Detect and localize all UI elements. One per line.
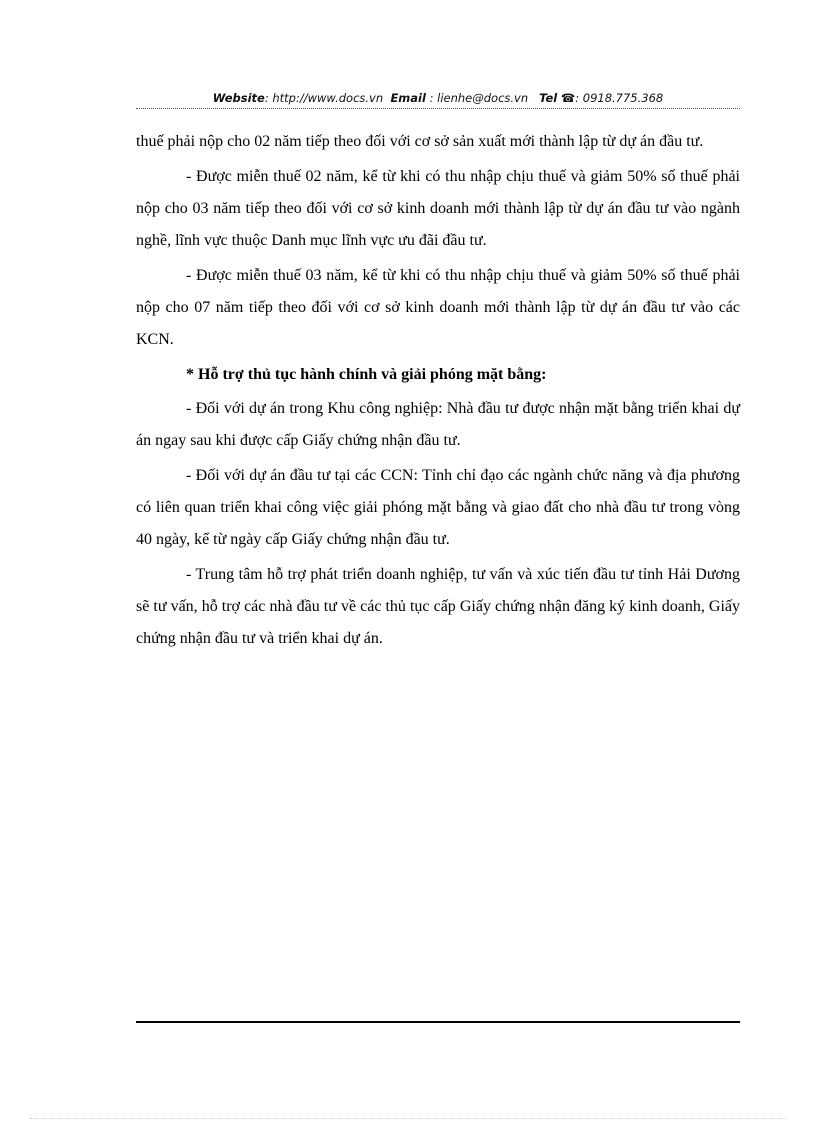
paragraph: - Đối với dự án trong Khu công nghiệp: Nhà đầu tư được nhận mặt bằng triển khai dự án ngay sau khi được cấp Giấy chứng nhận đầu tư. bbox=[136, 400, 740, 449]
email-value: : lienhe@docs.vn bbox=[429, 91, 529, 105]
email-label: Email bbox=[390, 91, 426, 105]
tel-label: Tel bbox=[539, 91, 558, 105]
paragraph: - Trung tâm hỗ trợ phát triển doanh nghiệp, tư vấn và xúc tiến đầu tư tỉnh Hải Dương sẽ tư vấn, hỗ trợ các nhà đầu tư về các thủ tục cấp Giấy chứng nhận đăng ký kinh doanh, Giấy chứng nhận đầu tư và triển khai dự án. bbox=[136, 566, 740, 647]
page-bottom-edge bbox=[30, 1118, 786, 1119]
header-divider bbox=[136, 108, 740, 109]
section-heading: * Hỗ trợ thủ tục hành chính và giải phóng mặt bằng: bbox=[186, 366, 547, 383]
paragraph: - Được miễn thuế 02 năm, kể từ khi có thu nhập chịu thuế và giảm 50% số thuế phải nộp cho 03 năm tiếp theo đối với cơ sở kinh doanh mới thành lập từ dự án đầu tư vào ngành nghề, lĩnh vực thuộc Danh mục lĩnh vực ưu đãi đầu tư. bbox=[136, 168, 740, 249]
footer-divider bbox=[136, 1021, 740, 1023]
phone-icon: ☎ bbox=[560, 91, 576, 105]
page-header bbox=[136, 88, 740, 108]
paragraph: - Được miễn thuế 03 năm, kể từ khi có thu nhập chịu thuế và giảm 50% số thuế phải nộp cho 07 năm tiếp theo đối với cơ sở kinh doanh mới thành lập từ dự án đầu tư vào các KCN. bbox=[136, 267, 740, 348]
document-body bbox=[136, 126, 740, 655]
paragraph-continuation: thuế phải nộp cho 02 năm tiếp theo đối với cơ sở sản xuất mới thành lập từ dự án đầu tư. bbox=[136, 133, 704, 150]
website-value: : http://www.docs.vn bbox=[264, 91, 384, 105]
website-label: Website bbox=[212, 91, 265, 105]
tel-value: : 0918.775.368 bbox=[575, 91, 664, 105]
paragraph: - Đối với dự án đầu tư tại các CCN: Tỉnh chỉ đạo các ngành chức năng và địa phương có liên quan triển khai công việc giải phóng mặt bằng và giao đất cho nhà đầu tư trong vòng 40 ngày, kể từ ngày cấp Giấy chứng nhận đầu tư. bbox=[136, 467, 740, 548]
